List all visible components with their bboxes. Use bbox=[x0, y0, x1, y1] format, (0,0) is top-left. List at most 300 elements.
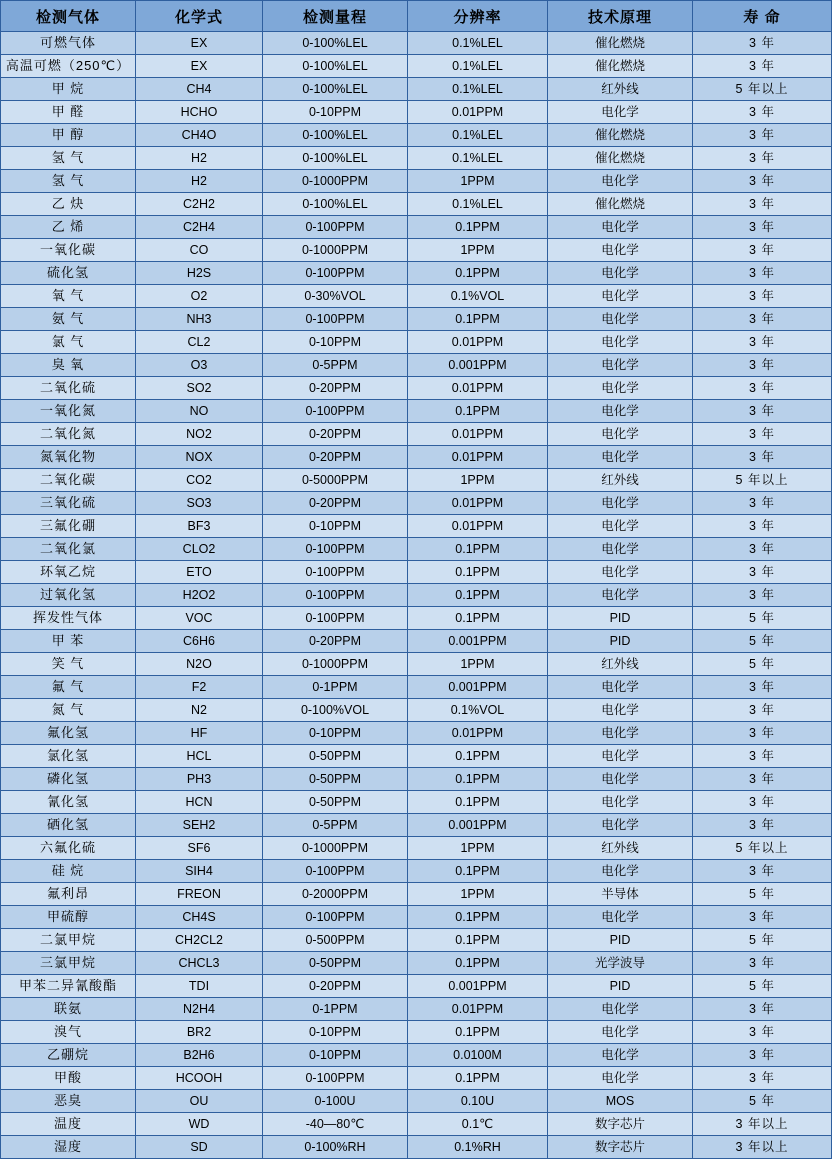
cell-formula: OU bbox=[136, 1090, 263, 1113]
cell-formula: H2 bbox=[136, 147, 263, 170]
cell-principle: PID bbox=[548, 630, 693, 653]
table-row bbox=[1, 423, 832, 446]
cell-range: 0-20PPM bbox=[263, 630, 408, 653]
cell-formula: BR2 bbox=[136, 1021, 263, 1044]
table-row bbox=[1, 32, 832, 55]
cell-resolution: 0.1PPM bbox=[408, 262, 548, 285]
cell-formula: PH3 bbox=[136, 768, 263, 791]
cell-formula: NO bbox=[136, 400, 263, 423]
cell-principle: 电化学 bbox=[548, 492, 693, 515]
cell-gas: 甲苯二异氰酸酯 bbox=[1, 975, 136, 998]
cell-formula: CLO2 bbox=[136, 538, 263, 561]
table-row bbox=[1, 492, 832, 515]
cell-resolution: 0.1PPM bbox=[408, 308, 548, 331]
cell-resolution: 0.1PPM bbox=[408, 768, 548, 791]
table-row bbox=[1, 676, 832, 699]
cell-lifetime: 3 年 bbox=[693, 285, 832, 308]
cell-formula: NO2 bbox=[136, 423, 263, 446]
cell-range: 0-100%LEL bbox=[263, 32, 408, 55]
cell-lifetime: 3 年 bbox=[693, 239, 832, 262]
table-row bbox=[1, 768, 832, 791]
cell-resolution: 0.0100M bbox=[408, 1044, 548, 1067]
table-row bbox=[1, 1044, 832, 1067]
cell-formula: CH4 bbox=[136, 78, 263, 101]
cell-lifetime: 3 年 bbox=[693, 124, 832, 147]
cell-range: 0-100%RH bbox=[263, 1136, 408, 1159]
cell-formula: O2 bbox=[136, 285, 263, 308]
cell-resolution: 0.1PPM bbox=[408, 1067, 548, 1090]
cell-principle: 电化学 bbox=[548, 814, 693, 837]
column-header-range: 检测量程 bbox=[263, 1, 408, 32]
cell-principle: 催化燃烧 bbox=[548, 124, 693, 147]
cell-lifetime: 3 年 bbox=[693, 814, 832, 837]
cell-resolution: 0.01PPM bbox=[408, 446, 548, 469]
cell-range: 0-2000PPM bbox=[263, 883, 408, 906]
cell-gas: 恶臭 bbox=[1, 1090, 136, 1113]
cell-resolution: 0.001PPM bbox=[408, 354, 548, 377]
cell-principle: 半导体 bbox=[548, 883, 693, 906]
table-row bbox=[1, 653, 832, 676]
cell-gas: 笑 气 bbox=[1, 653, 136, 676]
cell-gas: 甲 醇 bbox=[1, 124, 136, 147]
cell-gas: 氯化氢 bbox=[1, 745, 136, 768]
cell-formula: N2O bbox=[136, 653, 263, 676]
cell-range: 0-100PPM bbox=[263, 262, 408, 285]
cell-range: 0-100PPM bbox=[263, 860, 408, 883]
cell-lifetime: 5 年以上 bbox=[693, 837, 832, 860]
cell-resolution: 0.001PPM bbox=[408, 676, 548, 699]
cell-gas: 氨 气 bbox=[1, 308, 136, 331]
cell-gas: 一氧化氮 bbox=[1, 400, 136, 423]
cell-lifetime: 3 年 bbox=[693, 55, 832, 78]
cell-range: 0-100PPM bbox=[263, 607, 408, 630]
cell-formula: ETO bbox=[136, 561, 263, 584]
cell-range: 0-10PPM bbox=[263, 101, 408, 124]
cell-resolution: 0.001PPM bbox=[408, 814, 548, 837]
cell-lifetime: 3 年 bbox=[693, 860, 832, 883]
cell-resolution: 0.01PPM bbox=[408, 492, 548, 515]
column-header-lifetime: 寿 命 bbox=[693, 1, 832, 32]
table-row bbox=[1, 377, 832, 400]
cell-principle: 催化燃烧 bbox=[548, 55, 693, 78]
cell-range: 0-100%LEL bbox=[263, 78, 408, 101]
cell-gas: 甲 苯 bbox=[1, 630, 136, 653]
table-row bbox=[1, 814, 832, 837]
cell-lifetime: 3 年 bbox=[693, 1044, 832, 1067]
table-row bbox=[1, 745, 832, 768]
cell-range: 0-5PPM bbox=[263, 354, 408, 377]
cell-formula: EX bbox=[136, 55, 263, 78]
cell-principle: 电化学 bbox=[548, 239, 693, 262]
column-header-resolution: 分辨率 bbox=[408, 1, 548, 32]
cell-gas: 硒化氢 bbox=[1, 814, 136, 837]
table-row bbox=[1, 607, 832, 630]
cell-formula: SO3 bbox=[136, 492, 263, 515]
cell-formula: C6H6 bbox=[136, 630, 263, 653]
cell-resolution: 0.1%LEL bbox=[408, 147, 548, 170]
cell-range: 0-20PPM bbox=[263, 492, 408, 515]
cell-principle: 电化学 bbox=[548, 998, 693, 1021]
cell-lifetime: 3 年 bbox=[693, 193, 832, 216]
cell-lifetime: 3 年 bbox=[693, 170, 832, 193]
cell-resolution: 0.01PPM bbox=[408, 331, 548, 354]
cell-gas: 挥发性气体 bbox=[1, 607, 136, 630]
cell-lifetime: 3 年 bbox=[693, 584, 832, 607]
cell-lifetime: 3 年 bbox=[693, 331, 832, 354]
cell-lifetime: 3 年 bbox=[693, 216, 832, 239]
cell-gas: 氮氧化物 bbox=[1, 446, 136, 469]
cell-range: 0-20PPM bbox=[263, 423, 408, 446]
table-row bbox=[1, 446, 832, 469]
cell-gas: 乙硼烷 bbox=[1, 1044, 136, 1067]
cell-formula: CH4S bbox=[136, 906, 263, 929]
cell-formula: TDI bbox=[136, 975, 263, 998]
cell-lifetime: 3 年 bbox=[693, 699, 832, 722]
cell-gas: 臭 氧 bbox=[1, 354, 136, 377]
cell-lifetime: 3 年 bbox=[693, 101, 832, 124]
cell-gas: 湿度 bbox=[1, 1136, 136, 1159]
cell-resolution: 0.1PPM bbox=[408, 860, 548, 883]
cell-gas: 氟利昂 bbox=[1, 883, 136, 906]
table-row bbox=[1, 262, 832, 285]
cell-formula: N2H4 bbox=[136, 998, 263, 1021]
cell-resolution: 0.01PPM bbox=[408, 722, 548, 745]
cell-gas: 二氧化硫 bbox=[1, 377, 136, 400]
cell-formula: SO2 bbox=[136, 377, 263, 400]
cell-range: 0-100%LEL bbox=[263, 147, 408, 170]
cell-gas: 甲 烷 bbox=[1, 78, 136, 101]
cell-range: 0-100PPM bbox=[263, 584, 408, 607]
cell-principle: 数字芯片 bbox=[548, 1113, 693, 1136]
table-row bbox=[1, 308, 832, 331]
cell-lifetime: 3 年 bbox=[693, 32, 832, 55]
cell-gas: 氮 气 bbox=[1, 699, 136, 722]
cell-principle: 电化学 bbox=[548, 423, 693, 446]
cell-gas: 氢 气 bbox=[1, 147, 136, 170]
table-row bbox=[1, 101, 832, 124]
cell-gas: 氯 气 bbox=[1, 331, 136, 354]
cell-principle: 电化学 bbox=[548, 1044, 693, 1067]
cell-range: 0-1PPM bbox=[263, 676, 408, 699]
cell-gas: 氢 气 bbox=[1, 170, 136, 193]
column-header-principle: 技术原理 bbox=[548, 1, 693, 32]
cell-range: 0-30%VOL bbox=[263, 285, 408, 308]
cell-gas: 高温可燃（250℃） bbox=[1, 55, 136, 78]
cell-gas: 磷化氢 bbox=[1, 768, 136, 791]
cell-range: 0-100PPM bbox=[263, 906, 408, 929]
cell-gas: 氰化氢 bbox=[1, 791, 136, 814]
cell-range: 0-1000PPM bbox=[263, 653, 408, 676]
cell-formula: FREON bbox=[136, 883, 263, 906]
cell-principle: 电化学 bbox=[548, 446, 693, 469]
cell-resolution: 0.10U bbox=[408, 1090, 548, 1113]
cell-range: 0-10PPM bbox=[263, 722, 408, 745]
cell-formula: F2 bbox=[136, 676, 263, 699]
cell-range: 0-5000PPM bbox=[263, 469, 408, 492]
cell-range: 0-500PPM bbox=[263, 929, 408, 952]
cell-formula: VOC bbox=[136, 607, 263, 630]
cell-lifetime: 3 年 bbox=[693, 952, 832, 975]
column-header-gas: 检测气体 bbox=[1, 1, 136, 32]
cell-lifetime: 3 年 bbox=[693, 745, 832, 768]
table-body bbox=[1, 32, 832, 1159]
cell-formula: HF bbox=[136, 722, 263, 745]
table-row bbox=[1, 170, 832, 193]
cell-gas: 甲硫醇 bbox=[1, 906, 136, 929]
cell-lifetime: 3 年 bbox=[693, 308, 832, 331]
cell-gas: 氧 气 bbox=[1, 285, 136, 308]
cell-lifetime: 5 年 bbox=[693, 883, 832, 906]
cell-principle: PID bbox=[548, 929, 693, 952]
cell-lifetime: 3 年 bbox=[693, 423, 832, 446]
cell-gas: 六氟化硫 bbox=[1, 837, 136, 860]
cell-resolution: 1PPM bbox=[408, 239, 548, 262]
cell-principle: 电化学 bbox=[548, 331, 693, 354]
cell-formula: SF6 bbox=[136, 837, 263, 860]
cell-lifetime: 3 年 bbox=[693, 998, 832, 1021]
cell-principle: 催化燃烧 bbox=[548, 32, 693, 55]
cell-formula: H2 bbox=[136, 170, 263, 193]
table-row bbox=[1, 55, 832, 78]
cell-resolution: 0.1%LEL bbox=[408, 55, 548, 78]
cell-formula: EX bbox=[136, 32, 263, 55]
table-row bbox=[1, 929, 832, 952]
cell-range: 0-20PPM bbox=[263, 446, 408, 469]
cell-resolution: 0.1PPM bbox=[408, 538, 548, 561]
cell-formula: CH4O bbox=[136, 124, 263, 147]
cell-lifetime: 3 年 bbox=[693, 515, 832, 538]
cell-range: 0-5PPM bbox=[263, 814, 408, 837]
cell-gas: 三氯甲烷 bbox=[1, 952, 136, 975]
table-row bbox=[1, 906, 832, 929]
cell-formula: H2O2 bbox=[136, 584, 263, 607]
table-row bbox=[1, 975, 832, 998]
cell-gas: 三氧化硫 bbox=[1, 492, 136, 515]
cell-formula: CH2CL2 bbox=[136, 929, 263, 952]
cell-range: 0-100U bbox=[263, 1090, 408, 1113]
cell-resolution: 0.1PPM bbox=[408, 929, 548, 952]
cell-principle: 电化学 bbox=[548, 285, 693, 308]
cell-resolution: 0.01PPM bbox=[408, 515, 548, 538]
table-row bbox=[1, 538, 832, 561]
cell-principle: 电化学 bbox=[548, 791, 693, 814]
cell-principle: 电化学 bbox=[548, 584, 693, 607]
table-header-row bbox=[1, 1, 832, 32]
cell-principle: 电化学 bbox=[548, 101, 693, 124]
cell-resolution: 0.001PPM bbox=[408, 975, 548, 998]
cell-formula: NH3 bbox=[136, 308, 263, 331]
cell-gas: 氟化氢 bbox=[1, 722, 136, 745]
table-row bbox=[1, 1021, 832, 1044]
table-row bbox=[1, 998, 832, 1021]
cell-principle: 电化学 bbox=[548, 1067, 693, 1090]
cell-range: 0-100%VOL bbox=[263, 699, 408, 722]
cell-gas: 乙 烯 bbox=[1, 216, 136, 239]
cell-lifetime: 3 年 bbox=[693, 1021, 832, 1044]
table-row bbox=[1, 331, 832, 354]
table-row bbox=[1, 1090, 832, 1113]
cell-range: 0-100PPM bbox=[263, 400, 408, 423]
cell-lifetime: 5 年 bbox=[693, 929, 832, 952]
cell-resolution: 0.1PPM bbox=[408, 952, 548, 975]
cell-range: 0-100%LEL bbox=[263, 193, 408, 216]
cell-range: 0-100%LEL bbox=[263, 124, 408, 147]
cell-range: 0-10PPM bbox=[263, 515, 408, 538]
cell-resolution: 0.1%RH bbox=[408, 1136, 548, 1159]
cell-lifetime: 3 年以上 bbox=[693, 1113, 832, 1136]
cell-formula: SD bbox=[136, 1136, 263, 1159]
table-row bbox=[1, 561, 832, 584]
cell-principle: 红外线 bbox=[548, 653, 693, 676]
cell-range: 0-10PPM bbox=[263, 1044, 408, 1067]
cell-resolution: 0.1PPM bbox=[408, 561, 548, 584]
cell-principle: 电化学 bbox=[548, 400, 693, 423]
cell-resolution: 0.1PPM bbox=[408, 1021, 548, 1044]
cell-range: 0-100PPM bbox=[263, 538, 408, 561]
cell-resolution: 1PPM bbox=[408, 170, 548, 193]
table-row bbox=[1, 469, 832, 492]
cell-resolution: 0.1%VOL bbox=[408, 285, 548, 308]
cell-formula: O3 bbox=[136, 354, 263, 377]
table-row bbox=[1, 78, 832, 101]
cell-principle: 电化学 bbox=[548, 768, 693, 791]
table-row bbox=[1, 837, 832, 860]
table-row bbox=[1, 285, 832, 308]
cell-range: 0-50PPM bbox=[263, 745, 408, 768]
cell-lifetime: 3 年 bbox=[693, 147, 832, 170]
cell-principle: 电化学 bbox=[548, 515, 693, 538]
table-row bbox=[1, 630, 832, 653]
cell-resolution: 0.1PPM bbox=[408, 607, 548, 630]
table-row bbox=[1, 193, 832, 216]
cell-formula: HCHO bbox=[136, 101, 263, 124]
cell-resolution: 0.01PPM bbox=[408, 998, 548, 1021]
cell-resolution: 0.1%LEL bbox=[408, 78, 548, 101]
table-row bbox=[1, 147, 832, 170]
cell-resolution: 1PPM bbox=[408, 837, 548, 860]
cell-formula: CHCL3 bbox=[136, 952, 263, 975]
cell-lifetime: 3 年以上 bbox=[693, 1136, 832, 1159]
cell-gas: 溴气 bbox=[1, 1021, 136, 1044]
cell-resolution: 0.1%LEL bbox=[408, 124, 548, 147]
table-row bbox=[1, 860, 832, 883]
cell-gas: 温度 bbox=[1, 1113, 136, 1136]
cell-principle: 电化学 bbox=[548, 1021, 693, 1044]
cell-lifetime: 3 年 bbox=[693, 906, 832, 929]
cell-principle: 光学波导 bbox=[548, 952, 693, 975]
cell-resolution: 0.001PPM bbox=[408, 630, 548, 653]
column-header-formula: 化学式 bbox=[136, 1, 263, 32]
table-row bbox=[1, 1067, 832, 1090]
table-row bbox=[1, 1113, 832, 1136]
cell-range: 0-50PPM bbox=[263, 768, 408, 791]
cell-range: -40—80℃ bbox=[263, 1113, 408, 1136]
cell-gas: 硫化氢 bbox=[1, 262, 136, 285]
cell-formula: HCN bbox=[136, 791, 263, 814]
table-row bbox=[1, 216, 832, 239]
cell-principle: 电化学 bbox=[548, 216, 693, 239]
cell-resolution: 0.1PPM bbox=[408, 791, 548, 814]
cell-principle: 电化学 bbox=[548, 906, 693, 929]
table-row bbox=[1, 722, 832, 745]
cell-lifetime: 3 年 bbox=[693, 492, 832, 515]
cell-range: 0-20PPM bbox=[263, 975, 408, 998]
cell-principle: 电化学 bbox=[548, 538, 693, 561]
cell-resolution: 0.01PPM bbox=[408, 101, 548, 124]
table-row bbox=[1, 515, 832, 538]
cell-gas: 二氧化氯 bbox=[1, 538, 136, 561]
cell-principle: 电化学 bbox=[548, 308, 693, 331]
cell-resolution: 0.01PPM bbox=[408, 423, 548, 446]
cell-principle: 催化燃烧 bbox=[548, 147, 693, 170]
table-row bbox=[1, 400, 832, 423]
cell-formula: NOX bbox=[136, 446, 263, 469]
cell-lifetime: 3 年 bbox=[693, 377, 832, 400]
cell-gas: 二氯甲烷 bbox=[1, 929, 136, 952]
cell-resolution: 0.1PPM bbox=[408, 745, 548, 768]
cell-range: 0-1000PPM bbox=[263, 170, 408, 193]
cell-principle: 电化学 bbox=[548, 699, 693, 722]
cell-gas: 硅 烷 bbox=[1, 860, 136, 883]
cell-principle: 电化学 bbox=[548, 170, 693, 193]
cell-principle: 电化学 bbox=[548, 561, 693, 584]
cell-lifetime: 3 年 bbox=[693, 768, 832, 791]
cell-formula: B2H6 bbox=[136, 1044, 263, 1067]
cell-range: 0-1000PPM bbox=[263, 239, 408, 262]
cell-gas: 一氧化碳 bbox=[1, 239, 136, 262]
cell-resolution: 0.1%VOL bbox=[408, 699, 548, 722]
cell-formula: CL2 bbox=[136, 331, 263, 354]
cell-gas: 可燃气体 bbox=[1, 32, 136, 55]
cell-formula: BF3 bbox=[136, 515, 263, 538]
cell-principle: PID bbox=[548, 975, 693, 998]
cell-lifetime: 3 年 bbox=[693, 354, 832, 377]
cell-principle: 电化学 bbox=[548, 262, 693, 285]
cell-principle: 电化学 bbox=[548, 722, 693, 745]
cell-gas: 乙 炔 bbox=[1, 193, 136, 216]
cell-principle: 红外线 bbox=[548, 837, 693, 860]
cell-range: 0-100PPM bbox=[263, 308, 408, 331]
cell-principle: 电化学 bbox=[548, 676, 693, 699]
cell-formula: SEH2 bbox=[136, 814, 263, 837]
cell-range: 0-50PPM bbox=[263, 952, 408, 975]
table-row bbox=[1, 791, 832, 814]
cell-formula: C2H2 bbox=[136, 193, 263, 216]
cell-formula: SIH4 bbox=[136, 860, 263, 883]
cell-lifetime: 5 年以上 bbox=[693, 78, 832, 101]
cell-formula: WD bbox=[136, 1113, 263, 1136]
cell-resolution: 0.1%LEL bbox=[408, 193, 548, 216]
cell-principle: PID bbox=[548, 607, 693, 630]
cell-principle: 电化学 bbox=[548, 377, 693, 400]
cell-range: 0-1000PPM bbox=[263, 837, 408, 860]
cell-lifetime: 5 年以上 bbox=[693, 469, 832, 492]
cell-principle: MOS bbox=[548, 1090, 693, 1113]
cell-lifetime: 3 年 bbox=[693, 722, 832, 745]
cell-principle: 电化学 bbox=[548, 745, 693, 768]
table-row bbox=[1, 124, 832, 147]
cell-lifetime: 3 年 bbox=[693, 262, 832, 285]
cell-lifetime: 3 年 bbox=[693, 446, 832, 469]
cell-formula: N2 bbox=[136, 699, 263, 722]
cell-principle: 催化燃烧 bbox=[548, 193, 693, 216]
table-row bbox=[1, 699, 832, 722]
cell-formula: HCL bbox=[136, 745, 263, 768]
cell-resolution: 1PPM bbox=[408, 469, 548, 492]
cell-principle: 电化学 bbox=[548, 860, 693, 883]
cell-formula: CO2 bbox=[136, 469, 263, 492]
cell-resolution: 0.1PPM bbox=[408, 906, 548, 929]
